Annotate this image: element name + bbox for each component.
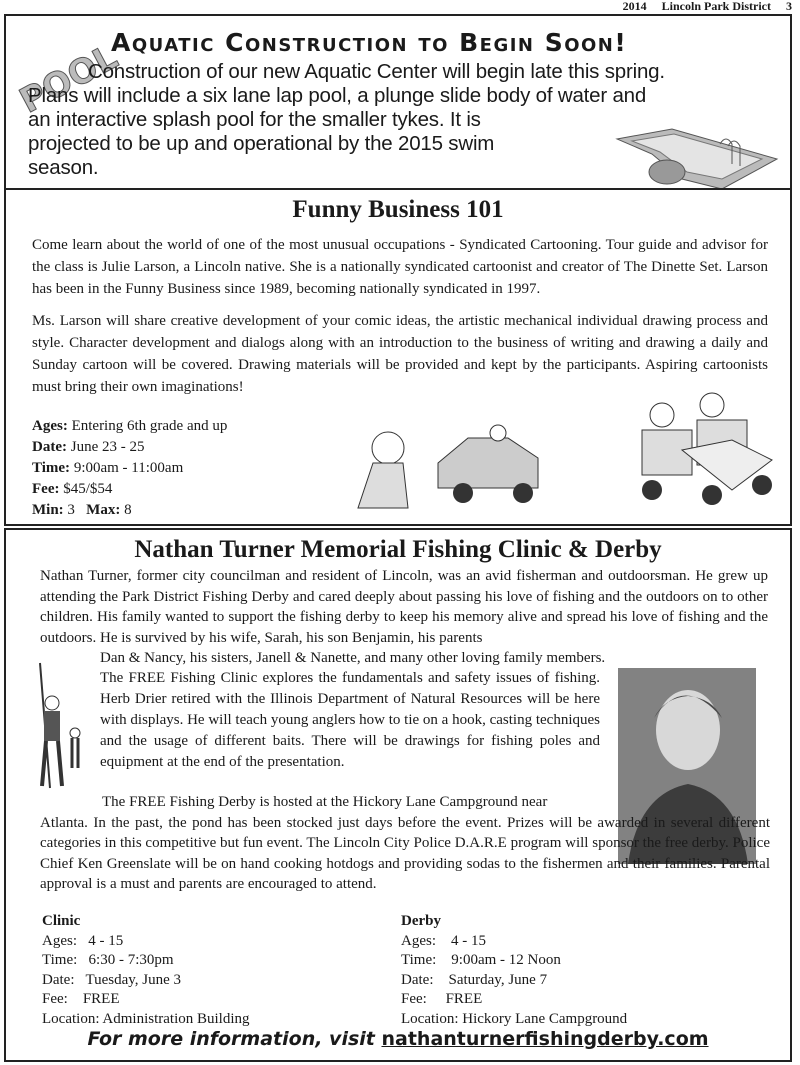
- detail-row: Time: 6:30 - 7:30pm: [42, 952, 174, 968]
- funny-title: Funny Business 101: [292, 196, 504, 223]
- fishing-text: Dan & Nancy, his sisters, Janell & Nanette, and many other loving family members.: [100, 650, 606, 666]
- time-value: 9:00am - 11:00am: [73, 460, 184, 476]
- page-number: 3: [786, 0, 792, 13]
- fishing-text: Atlanta. In the past, the pond has been stocked just days before the event. Prizes will be awarded in several different categories in this competitive but fun event. The Lincoln City Police D.A.R.E program will sponsor the free derby. Police Chief Ken Greenslate will be on hand cooking hotdogs and providing sodas to the fishermen and their families. Parental approval is a must and parents are encouraged to attend.: [40, 814, 770, 892]
- publisher: Lincoln Park District: [661, 0, 771, 13]
- funny-paragraph: Come learn about the world of one of the most unusual occupations - Syndicated Cartooning. Tour guide and advisor for the class is Julie Larson, a Lincoln native. She is a nationally syndicated cartoonist and creator of The Dinette Set. Larson has been in the Funny Business since 1989, becoming nationally syndicated in 1997.: [32, 237, 768, 297]
- date-value: June 23 - 25: [70, 439, 145, 455]
- aquatic-line: projected to be up and operational by the 2015 swim: [28, 132, 495, 155]
- fishing-section: [4, 528, 792, 1062]
- more-info: [6, 1028, 790, 1050]
- svg-text:POOL: POOL: [13, 37, 125, 122]
- detail-row: Ages: 4 - 15: [401, 932, 486, 949]
- fishing-title: Nathan Turner Memorial Fishing Clinic & Derby: [134, 536, 662, 563]
- aquatic-line: season.: [28, 156, 99, 179]
- detail-row: Location: Hickory Lane Campground: [401, 1010, 628, 1027]
- label: Min:: [32, 502, 64, 518]
- label: Time:: [32, 460, 71, 476]
- class-info: [32, 416, 227, 521]
- cartoon-carts-icon: [612, 390, 784, 510]
- year: 2014: [622, 0, 647, 13]
- aquatic-line: an interactive splash pool for the smaller tykes. It is: [28, 108, 481, 131]
- clinic-heading: Clinic: [42, 913, 81, 929]
- label: Max:: [86, 502, 121, 518]
- cartoon-car-icon: [348, 418, 548, 510]
- label: Ages:: [32, 418, 68, 434]
- fishing-text: Nathan Turner, former city councilman and resident of Lincoln, was an avid fisherman and outdoorsman. He grew up attending the Park District Fishing Derby and cared deeply about passing his love of fishing and the outdoors on to other children. His family wanted to support the fishing derby to keep his memory alive and spread his love of fishing and the outdoors. He is survived by his wife, Sarah, his son Benjamin, his parents: [40, 568, 768, 646]
- derby-website-link[interactable]: nathanturnerfishingderby.com: [381, 1028, 709, 1050]
- derby-details: [401, 912, 627, 1029]
- detail-row: Fee: FREE: [42, 991, 120, 1007]
- max-value: 8: [124, 502, 132, 518]
- funny-paragraph: Ms. Larson will share creative development of your comic ideas, the artistic mechanical individual drawing process and style. Character development and dialogs along with an introduction to the business of writing and drawing a daily and Sunday cartoon will be covered. Drawing materials will be provided and kept by the participants. Aspiring cartoonists must bring their own imaginations!: [32, 313, 768, 395]
- fee-value: $45/$54: [63, 481, 113, 497]
- detail-row: Date: Tuesday, June 3: [42, 971, 182, 988]
- label: Date:: [32, 439, 67, 455]
- fishing-text: The FREE Fishing Derby is hosted at the Hickory Lane Campground near: [102, 794, 548, 810]
- min-value: 3: [67, 502, 75, 518]
- aquatic-title: Aquatic Construction to Begin Soon!: [111, 28, 628, 57]
- clinic-paragraph: The FREE Fishing Clinic explores the fundamentals and safety issues of fishing. Herb Drier retired with the Illinois Department of Natural Resources will be here with displays. He will teach young anglers how to tie on a hook, casting techniques and the usage of different baits. There will be drawings for fishing poles and equipment at the end of the presentation.: [100, 670, 600, 770]
- detail-row: Fee: FREE: [401, 991, 483, 1007]
- detail-row: Time: 9:00am - 12 Noon: [401, 952, 561, 968]
- detail-row: Ages: 4 - 15: [42, 932, 124, 949]
- clinic-details: [42, 912, 250, 1029]
- detail-row: Date: Saturday, June 7: [401, 971, 548, 988]
- aquatic-section: [4, 14, 792, 190]
- fishing-paragraph: [40, 566, 768, 669]
- funny-business-section: [4, 188, 792, 526]
- aquatic-line: Construction of our new Aquatic Center will begin late this spring.: [88, 60, 665, 83]
- detail-row: Location: Administration Building: [42, 1010, 250, 1027]
- more-info-text: For more information, visit: [87, 1028, 375, 1050]
- label: Fee:: [32, 481, 60, 497]
- ages-value: Entering 6th grade and up: [71, 418, 228, 434]
- derby-heading: Derby: [401, 913, 441, 929]
- page-header: [611, 0, 792, 13]
- derby-paragraph: [40, 792, 770, 895]
- aquatic-line: Plans will include a six lane lap pool, a plunge slide body of water and: [28, 84, 647, 107]
- fisherman-illustration-icon: [30, 658, 110, 793]
- pool-illustration-icon: [612, 124, 777, 194]
